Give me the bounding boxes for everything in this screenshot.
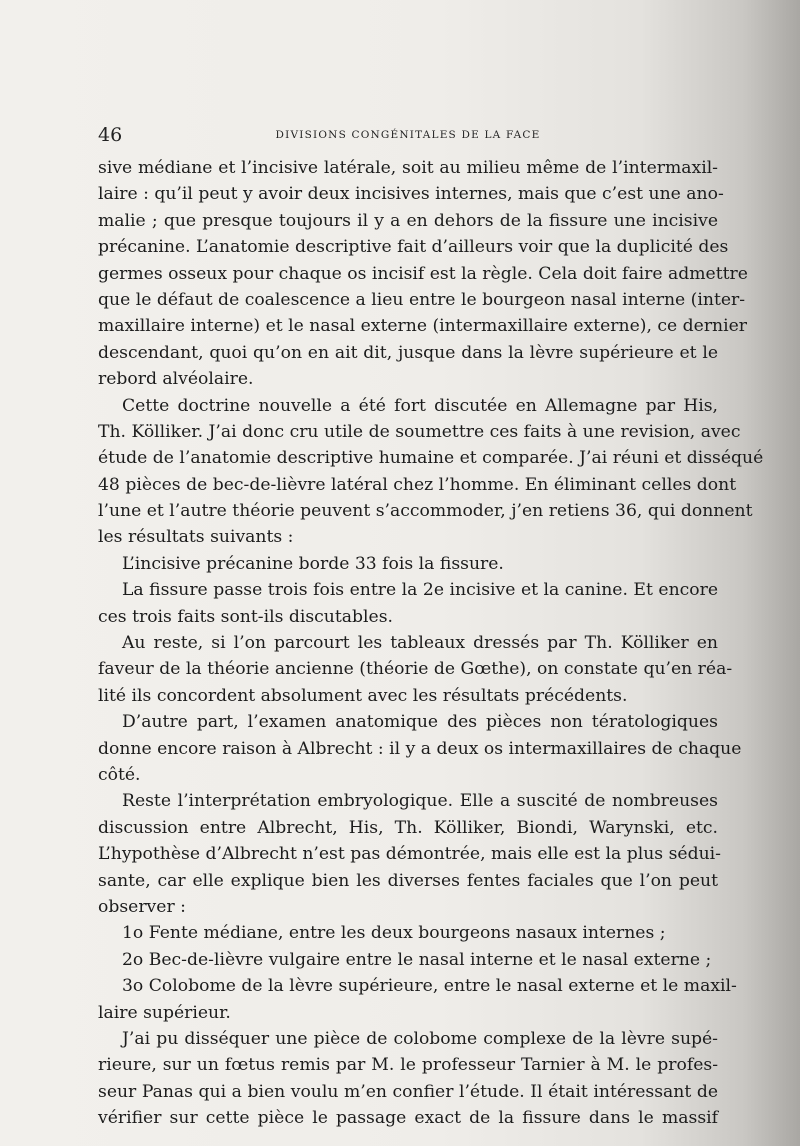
text-line: étude de l’anatomie descriptive humaine et comparée. J’ai réuni et disséqué	[98, 448, 764, 469]
text-line: laire supérieur.	[98, 1002, 231, 1023]
text-line: maxillaire interne) et le nasal externe (intermaxillaire externe), ce dernier	[98, 316, 748, 337]
text-line: rebord alvéolaire.	[98, 369, 254, 390]
text-line: seur Panas qui a bien voulu m’en confier l’étude. Il était intéressant de	[98, 1081, 718, 1102]
text-line: Au reste, si l’on parcourt les tableaux dressés par Th. Kölliker en	[122, 633, 718, 654]
text-line: sante, car elle explique bien les diverses fentes faciales que l’on peut	[98, 870, 718, 891]
page-header	[98, 118, 718, 152]
text-line: Th. Kölliker. J’ai donc cru utile de soumettre ces faits à une revision, avec	[98, 421, 741, 442]
text-line: laire : qu’il peut y avoir deux incisives internes, mais que c’est une ano-	[98, 184, 724, 205]
text-line: 48 pièces de bec-de-lièvre latéral chez l’homme. En éliminant celles dont	[98, 474, 737, 495]
text-line: lité ils concordent absolument avec les résultats précédents.	[98, 685, 628, 706]
running-title: DIVISIONS CONGÉNITALES DE LA FACE	[275, 129, 541, 141]
text-line: Cette doctrine nouvelle a été fort discutée en Allemagne par His,	[122, 395, 718, 416]
text-line: les résultats suivants :	[98, 527, 294, 548]
text-line: J’ai pu disséquer une pièce de colobome complexe de la lèvre supé-	[122, 1028, 718, 1049]
text-line: discussion entre Albrecht, His, Th. Kölliker, Biondi, Warynski, etc.	[98, 817, 718, 838]
body-text	[98, 155, 764, 1131]
text-line: que le défaut de coalescence a lieu entre le bourgeon nasal interne (inter-	[98, 289, 746, 310]
text-line: l’une et l’autre théorie peuvent s’accommoder, j’en retiens 36, qui donnent	[98, 501, 753, 522]
page-number: 46	[98, 124, 123, 146]
text-line: L’hypothèse d’Albrecht n’est pas démontrée, mais elle est la plus sédui-	[98, 844, 721, 865]
text-line: rieure, sur un fœtus remis par M. le professeur Tarnier à M. le profes-	[98, 1055, 718, 1076]
text-line: précanine. L’anatomie descriptive fait d’ailleurs voir que la duplicité des	[98, 237, 729, 258]
text-line: 1o Fente médiane, entre les deux bourgeons nasaux internes ;	[122, 923, 666, 944]
text-line: D’autre part, l’examen anatomique des pièces non tératologiques	[122, 712, 718, 733]
text-line: La fissure passe trois fois entre la 2e incisive et la canine. Et encore	[122, 580, 718, 601]
text-line: malie ; que presque toujours il y a en dehors de la fissure une incisive	[98, 210, 718, 231]
text-line: côté.	[98, 764, 141, 785]
text-line: 3o Colobome de la lèvre supérieure, entre le nasal externe et le maxil-	[122, 976, 737, 997]
text-line: vérifier sur cette pièce le passage exact de la fissure dans le massif	[98, 1108, 718, 1129]
text-line: observer :	[98, 896, 186, 917]
text-line: 2o Bec-de-lièvre vulgaire entre le nasal interne et le nasal externe ;	[122, 949, 712, 970]
text-line: Reste l’interprétation embryologique. Elle a suscité de nombreuses	[122, 791, 718, 812]
text-line: germes osseux pour chaque os incisif est la règle. Cela doit faire admettre	[98, 263, 748, 284]
book-page	[98, 118, 764, 1131]
text-line: faveur de la théorie ancienne (théorie de Gœthe), on constate qu’en réa-	[98, 659, 733, 680]
text-line: descendant, quoi qu’on en ait dit, jusque dans la lèvre supérieure et le	[98, 342, 718, 363]
text-line: ces trois faits sont-ils discutables.	[98, 606, 393, 627]
text-line: sive médiane et l’incisive latérale, soit au milieu même de l’intermaxil-	[98, 158, 718, 178]
text-line: donne encore raison à Albrecht : il y a deux os intermaxillaires de chaque	[98, 738, 742, 759]
text-line: L’incisive précanine borde 33 fois la fissure.	[122, 553, 504, 574]
